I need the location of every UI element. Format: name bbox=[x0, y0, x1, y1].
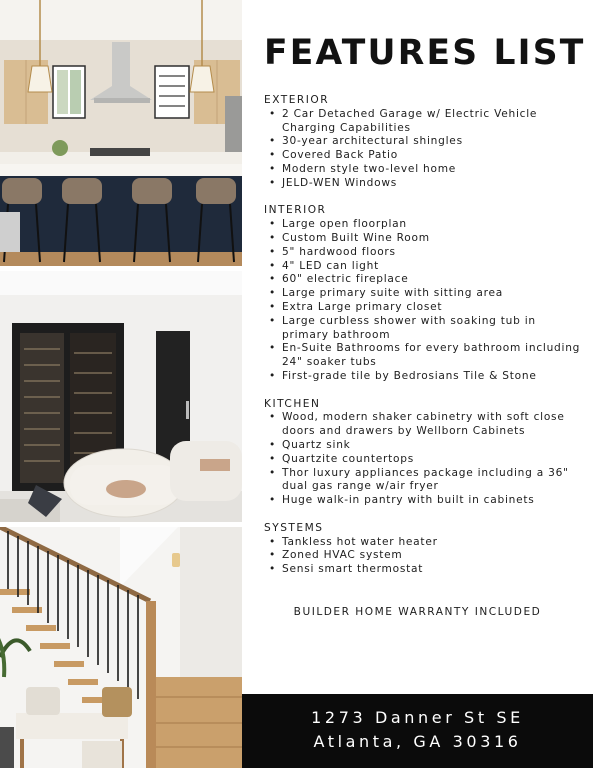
feature-list bbox=[264, 108, 582, 191]
list-item: • Large curbless shower with soaking tub in primary bathroom bbox=[264, 315, 582, 343]
page-title: FEATURES LIST bbox=[264, 33, 586, 73]
feature-list bbox=[264, 218, 582, 384]
list-item: • Huge walk-in pantry with built in cabinets bbox=[264, 494, 582, 508]
interior-section bbox=[264, 204, 582, 383]
list-item: • Large open floorplan bbox=[264, 218, 582, 232]
address-band bbox=[242, 694, 593, 768]
feature-list bbox=[264, 411, 582, 508]
list-item: • 4" LED can light bbox=[264, 260, 582, 274]
wine-room-photo bbox=[0, 271, 242, 522]
staircase-photo bbox=[0, 527, 242, 768]
section-heading: SYSTEMS bbox=[264, 521, 324, 534]
section-heading: KITCHEN bbox=[264, 397, 321, 410]
features-sections bbox=[264, 94, 582, 577]
list-item: • Sensi smart thermostat bbox=[264, 563, 582, 577]
list-item: • Tankless hot water heater bbox=[264, 536, 582, 550]
feature-list bbox=[264, 536, 582, 577]
list-item: • 60" electric fireplace bbox=[264, 273, 582, 287]
list-item: • En-Suite Bathrooms for every bathroom including 24" soaker tubs bbox=[264, 342, 582, 370]
list-item: • Large primary suite with sitting area bbox=[264, 287, 582, 301]
list-item: • Quartz sink bbox=[264, 439, 582, 453]
list-item: • 5" hardwood floors bbox=[264, 246, 582, 260]
list-item: • Zoned HVAC system bbox=[264, 549, 582, 563]
photo-column bbox=[0, 0, 242, 768]
list-item: • Quartzite countertops bbox=[264, 453, 582, 467]
section-heading: INTERIOR bbox=[264, 204, 327, 217]
list-item: • 2 Car Detached Garage w/ Electric Vehicle Charging Capabilities bbox=[264, 108, 582, 136]
list-item: • Extra Large primary closet bbox=[264, 301, 582, 315]
warranty-note: BUILDER HOME WARRANTY INCLUDED bbox=[293, 606, 542, 618]
kitchen-section bbox=[264, 398, 582, 508]
exterior-section bbox=[264, 94, 582, 191]
systems-section bbox=[264, 522, 582, 577]
list-item: • Wood, modern shaker cabinetry with soft close doors and drawers by Wellborn Cabinets bbox=[264, 411, 582, 439]
list-item: • Covered Back Patio bbox=[264, 149, 582, 163]
list-item: • First-grade tile by Bedrosians Tile & Stone bbox=[264, 370, 582, 384]
address-street: 1273 Danner St SE bbox=[311, 708, 524, 727]
list-item: • Custom Built Wine Room bbox=[264, 232, 582, 246]
list-item: • Modern style two-level home bbox=[264, 163, 582, 177]
section-heading: EXTERIOR bbox=[264, 94, 330, 106]
list-item: • JELD-WEN Windows bbox=[264, 177, 582, 191]
list-item: • Thor luxury appliances package including a 36" dual gas range w/air fryer bbox=[264, 467, 582, 495]
list-item: • 30-year architectural shingles bbox=[264, 135, 582, 149]
address-city: Atlanta, GA 30316 bbox=[313, 732, 522, 751]
features-panel bbox=[242, 0, 593, 694]
kitchen-photo bbox=[0, 0, 242, 266]
